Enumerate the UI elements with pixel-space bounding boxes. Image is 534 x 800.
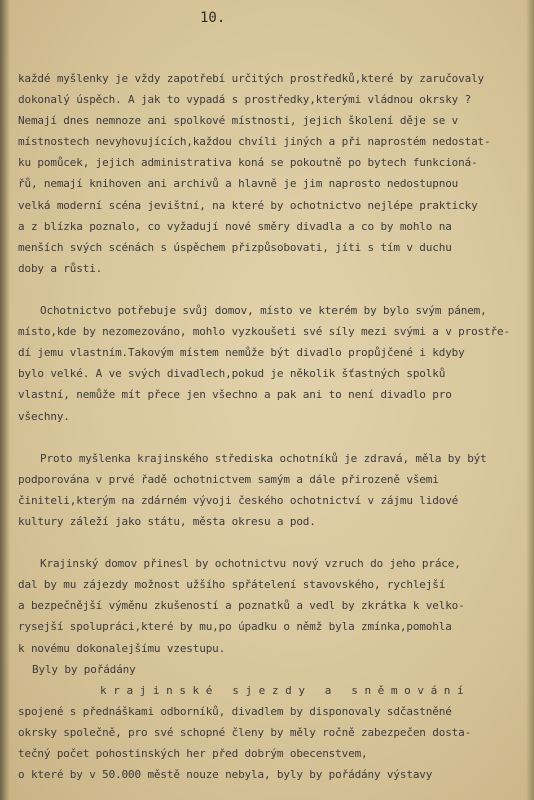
text-line: tečný počet pohostinských her před dobrým obecenstvem, <box>18 747 368 760</box>
text-line: doby a růsti. <box>18 261 103 275</box>
text-line: místnostech nevyhovujících,každou chvíli jiných a při naprostém nedostat- <box>18 135 491 149</box>
text-line: rysejší spolupráci,které by mu,po úpadku o němž byla zmínka,pomohla <box>18 620 452 634</box>
text-line: Krajinský domov přinesl by ochotnictvu nový vzruch do jeho práce, <box>40 557 461 571</box>
page-number: 10. <box>200 10 226 26</box>
text-line: bylo velké. A ve svých divadlech,pokud je několik šťastných spolků <box>18 367 446 381</box>
text-line: Nemají dnes nemnoze ani spolkové místnosti, jejich školení děje se v <box>18 114 459 128</box>
text-line: ku pomůcek, jejich administrativa koná se pokoutně po bytech funkcioná- <box>18 156 478 170</box>
text-line: dí jemu vlastním.Takovým místem nemůže být divadlo propůjčené i kdyby <box>18 346 465 360</box>
text-line: činiteli,kterým na zdárném vývoji českého ochotnictví v zájmu lidové <box>18 493 459 507</box>
text-line: a bezpečnější výměnu zkušeností a poznatků a vedl by zkrátka k velko- <box>18 599 465 613</box>
text-line: spojené s přednáškami odborníků, divadlem by disponovaly sdčastněné <box>18 704 452 718</box>
typewritten-text <box>18 68 524 785</box>
text-line: podporována v prvé řadě ochotnictvem samým a dále přirozeně všemi <box>18 472 439 486</box>
text-line: každé myšlenky je vždy zapotřebí určitých prostředků,které by zaručovaly <box>18 72 485 85</box>
section-heading: Byly by pořádány <box>32 662 136 676</box>
text-line: místo,kde by nezomezováno, mohlo vyzkoušeti své síly mezi svými a v prostře- <box>18 325 510 339</box>
text-line: řů, nemají knihoven ani archivů a hlavně je jim naprosto nedostupnou <box>18 177 459 191</box>
text-line: všechny. <box>18 409 70 423</box>
text-line: a z blízka poznalo, co vyžadují nové směry divadla a co by mohlo na <box>18 219 452 233</box>
text-line: velká moderní scéna jevištní, na které by ochotnictvo nejlépe prakticky <box>18 198 478 212</box>
text-line: o které by v 50.000 městě nouze nebyla, byly by pořádány výstavy <box>18 768 433 782</box>
text-line: Ochotnictvo potřebuje svůj domov, místo ve kterém by bylo svým pánem, <box>40 304 487 318</box>
text-line: menších svých scénách s úspěchem přizpůsobovati, jíti s tím v duchu <box>18 240 452 254</box>
spaced-phrase: krajinské sjezdy a sněmování <box>100 683 471 697</box>
page-binding-edge <box>0 0 10 800</box>
page-right-edge <box>526 0 534 800</box>
text-line: okrsky společně, pro své schopné členy by měly ročně zabezpečen dosta- <box>18 725 472 739</box>
text-line: dokonalý úspěch. A jak to vypadá s prostředky,kterými vládnou okrsky ? <box>18 93 472 107</box>
text-line: dal by mu zájezdy možnost užšího spřátelení stavovského, rychlejší <box>18 578 446 592</box>
text-line: k novému dokonalejšímu vzestupu. <box>18 641 226 655</box>
text-line: Proto myšlenka krajinského střediska ochotníků je zdravá, měla by být <box>40 451 487 465</box>
text-line: vlastní, nemůže mít přece jen všechno a pak ani to není divadlo pro <box>18 388 452 402</box>
text-line: kultury záleží jako státu, města okresu a pod. <box>18 514 316 528</box>
